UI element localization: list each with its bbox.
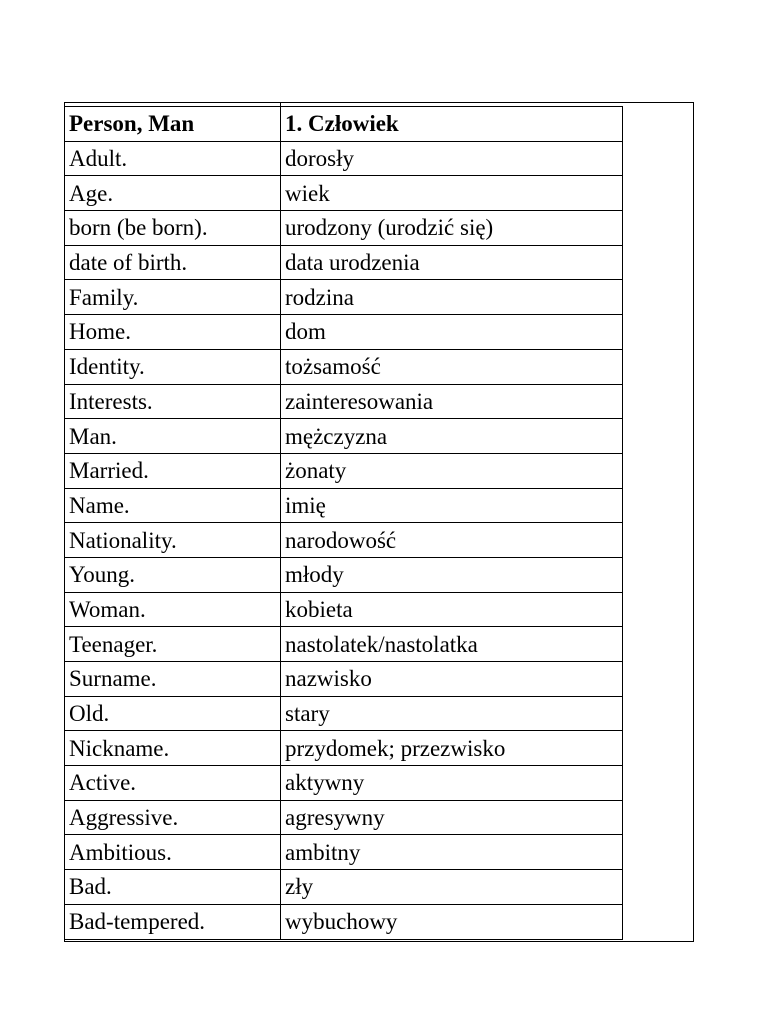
cell-english: Adult. [65, 141, 281, 176]
cell-english: Nationality. [65, 523, 281, 558]
cell-polish: zły [281, 870, 623, 905]
table-row [65, 800, 623, 835]
table-row [65, 835, 623, 870]
cell-english: Home. [65, 315, 281, 350]
table-row [65, 904, 623, 939]
table-row [65, 453, 623, 488]
cell-polish: kobieta [281, 592, 623, 627]
table-row [65, 176, 623, 211]
table-row [65, 592, 623, 627]
cell-polish: aktywny [281, 766, 623, 801]
cell-polish: imię [281, 488, 623, 523]
cell-polish: urodzony (urodzić się) [281, 211, 623, 246]
table-row [65, 141, 623, 176]
table-row [65, 696, 623, 731]
cell-polish: dom [281, 315, 623, 350]
cell-polish: przydomek; przezwisko [281, 731, 623, 766]
cell-polish: żonaty [281, 453, 623, 488]
cell-english: Old. [65, 696, 281, 731]
header-cell-polish: 1. Człowiek [281, 107, 623, 142]
cell-english: Aggressive. [65, 800, 281, 835]
cell-english: Family. [65, 280, 281, 315]
table-row [65, 349, 623, 384]
cell-polish: wiek [281, 176, 623, 211]
cell-polish: mężczyzna [281, 419, 623, 454]
table-row [65, 870, 623, 905]
table-header-row [65, 107, 623, 142]
cell-polish: ambitny [281, 835, 623, 870]
table-row [65, 280, 623, 315]
table-row [65, 211, 623, 246]
cell-polish: zainteresowania [281, 384, 623, 419]
cell-english: Young. [65, 557, 281, 592]
cell-english: Identity. [65, 349, 281, 384]
table-row [65, 766, 623, 801]
table-row [65, 488, 623, 523]
table-row [65, 731, 623, 766]
table-row [65, 419, 623, 454]
cell-polish: młody [281, 557, 623, 592]
cell-polish: agresywny [281, 800, 623, 835]
cell-polish: nastolatek/nastolatka [281, 627, 623, 662]
table-row [65, 245, 623, 280]
header-cell-english: Person, Man [65, 107, 281, 142]
cell-english: Teenager. [65, 627, 281, 662]
cell-english: Active. [65, 766, 281, 801]
table-row [65, 662, 623, 697]
cell-english: Surname. [65, 662, 281, 697]
cell-english: Interests. [65, 384, 281, 419]
cell-english: Man. [65, 419, 281, 454]
table-row [65, 557, 623, 592]
cell-english: Nickname. [65, 731, 281, 766]
vocabulary-table [64, 106, 623, 940]
vocabulary-table-body [65, 107, 623, 940]
cell-polish: rodzina [281, 280, 623, 315]
cell-polish: tożsamość [281, 349, 623, 384]
cell-english: Bad. [65, 870, 281, 905]
cell-english: Name. [65, 488, 281, 523]
cell-polish: nazwisko [281, 662, 623, 697]
cell-polish: stary [281, 696, 623, 731]
table-row [65, 315, 623, 350]
cell-polish: data urodzenia [281, 245, 623, 280]
table-row [65, 627, 623, 662]
cell-english: born (be born). [65, 211, 281, 246]
cell-english: Married. [65, 453, 281, 488]
cell-english: Bad-tempered. [65, 904, 281, 939]
cell-english: date of birth. [65, 245, 281, 280]
cell-english: Age. [65, 176, 281, 211]
table-row [65, 384, 623, 419]
cell-polish: narodowość [281, 523, 623, 558]
cell-polish: wybuchowy [281, 904, 623, 939]
cell-english: Ambitious. [65, 835, 281, 870]
cell-english: Woman. [65, 592, 281, 627]
cell-polish: dorosły [281, 141, 623, 176]
table-row [65, 523, 623, 558]
